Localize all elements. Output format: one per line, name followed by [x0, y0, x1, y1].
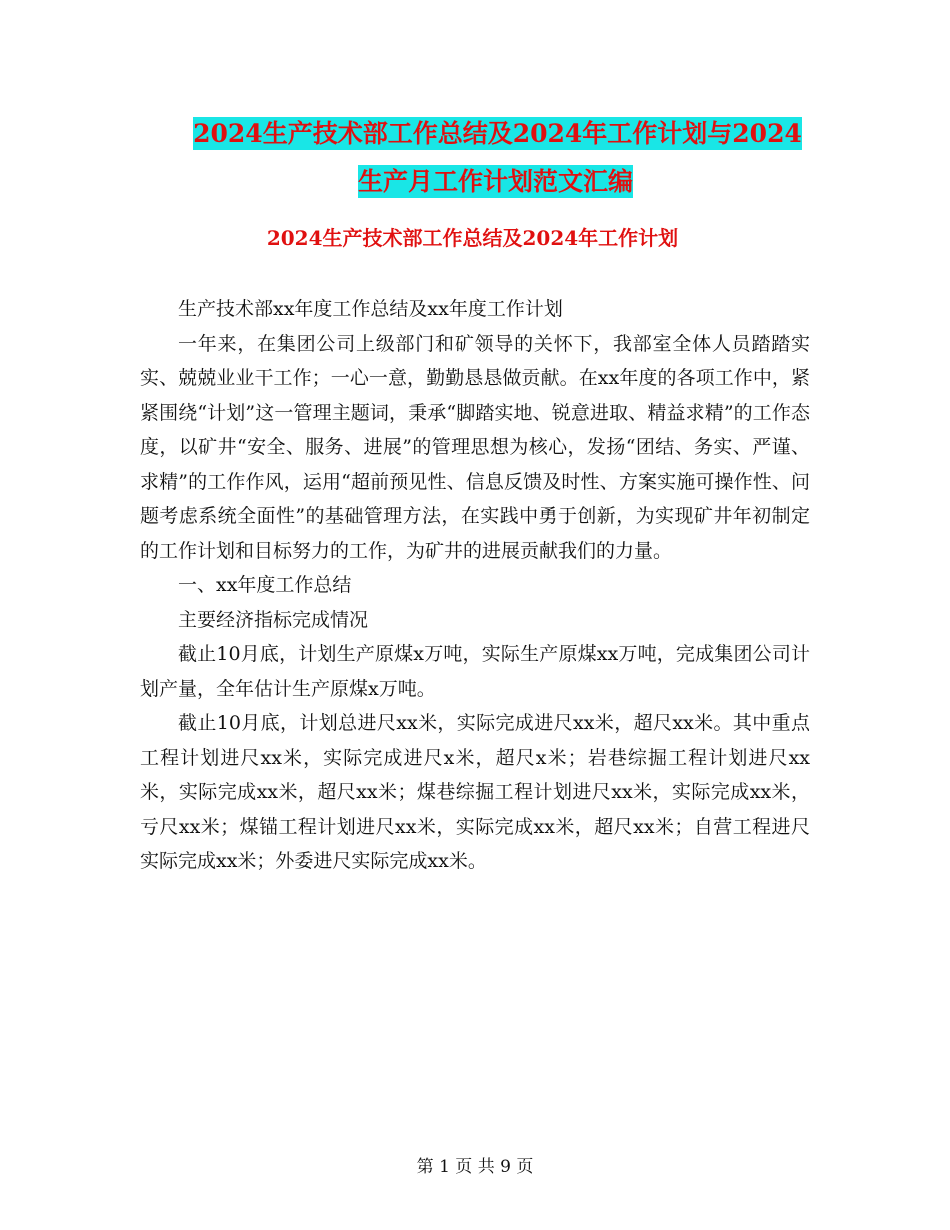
- paragraph: 主要经济指标完成情况: [178, 608, 369, 631]
- paragraph: 截止10月底，计划生产原煤x万吨，实际生产原煤xx万吨，完成集团公司计划产量，全年估计生产原煤x万吨。: [140, 643, 810, 700]
- document-body: [140, 292, 810, 879]
- page-number-footer: 第 1 页 共 9 页: [416, 1157, 534, 1177]
- paragraph: 生产技术部xx年度工作总结及xx年度工作计划: [178, 298, 563, 320]
- title-line-1-text: 2024生产技术部工作总结及2024年工作计划与2024: [193, 119, 802, 148]
- paragraph: 一年来，在集团公司上级部门和矿领导的关怀下，我部室全体人员踏踏实实、兢兢业业干工作；一心一意，勤勤恳恳做贡献。在xx年度的各项工作中，紧紧围绕“计划”这一管理主题词，秉承“脚踏实地、锐意进取、精益求精”的工作态度，以矿井“安全、服务、进展”的管理思想为核心，发扬“团结、务实、严谨、求精”的工作作风，运用“超前预见性、信息反馈及时性、方案实施可操作性、问题考虑系统全面性”的基础管理方法，在实践中勇于创新，为实现矿井年初制定的工作计划和目标努力的工作，为矿井的进展贡献我们的力量。: [140, 332, 810, 562]
- title-line-2-text: 生产月工作计划范文汇编: [358, 167, 634, 196]
- paragraph: 一、xx年度工作总结: [178, 574, 352, 596]
- paragraph: 截止10月底，计划总进尺xx米，实际完成进尺xx米，超尺xx米。其中重点工程计划进尺xx米，实际完成进尺x米，超尺x米；岩巷综掘工程计划进尺xx米，实际完成xx米，超尺xx米；煤巷综掘工程计划进尺xx米，实际完成xx米，亏尺xx米；煤锚工程计划进尺xx米，实际完成xx米，超尺xx米；自营工程进尺实际完成xx米；外委进尺实际完成xx米。: [140, 712, 810, 872]
- title-line-2: [140, 158, 820, 206]
- section-title: 2024生产技术部工作总结及2024年工作计划: [266, 226, 679, 250]
- document-title: [140, 110, 820, 206]
- title-line-1: [140, 110, 820, 158]
